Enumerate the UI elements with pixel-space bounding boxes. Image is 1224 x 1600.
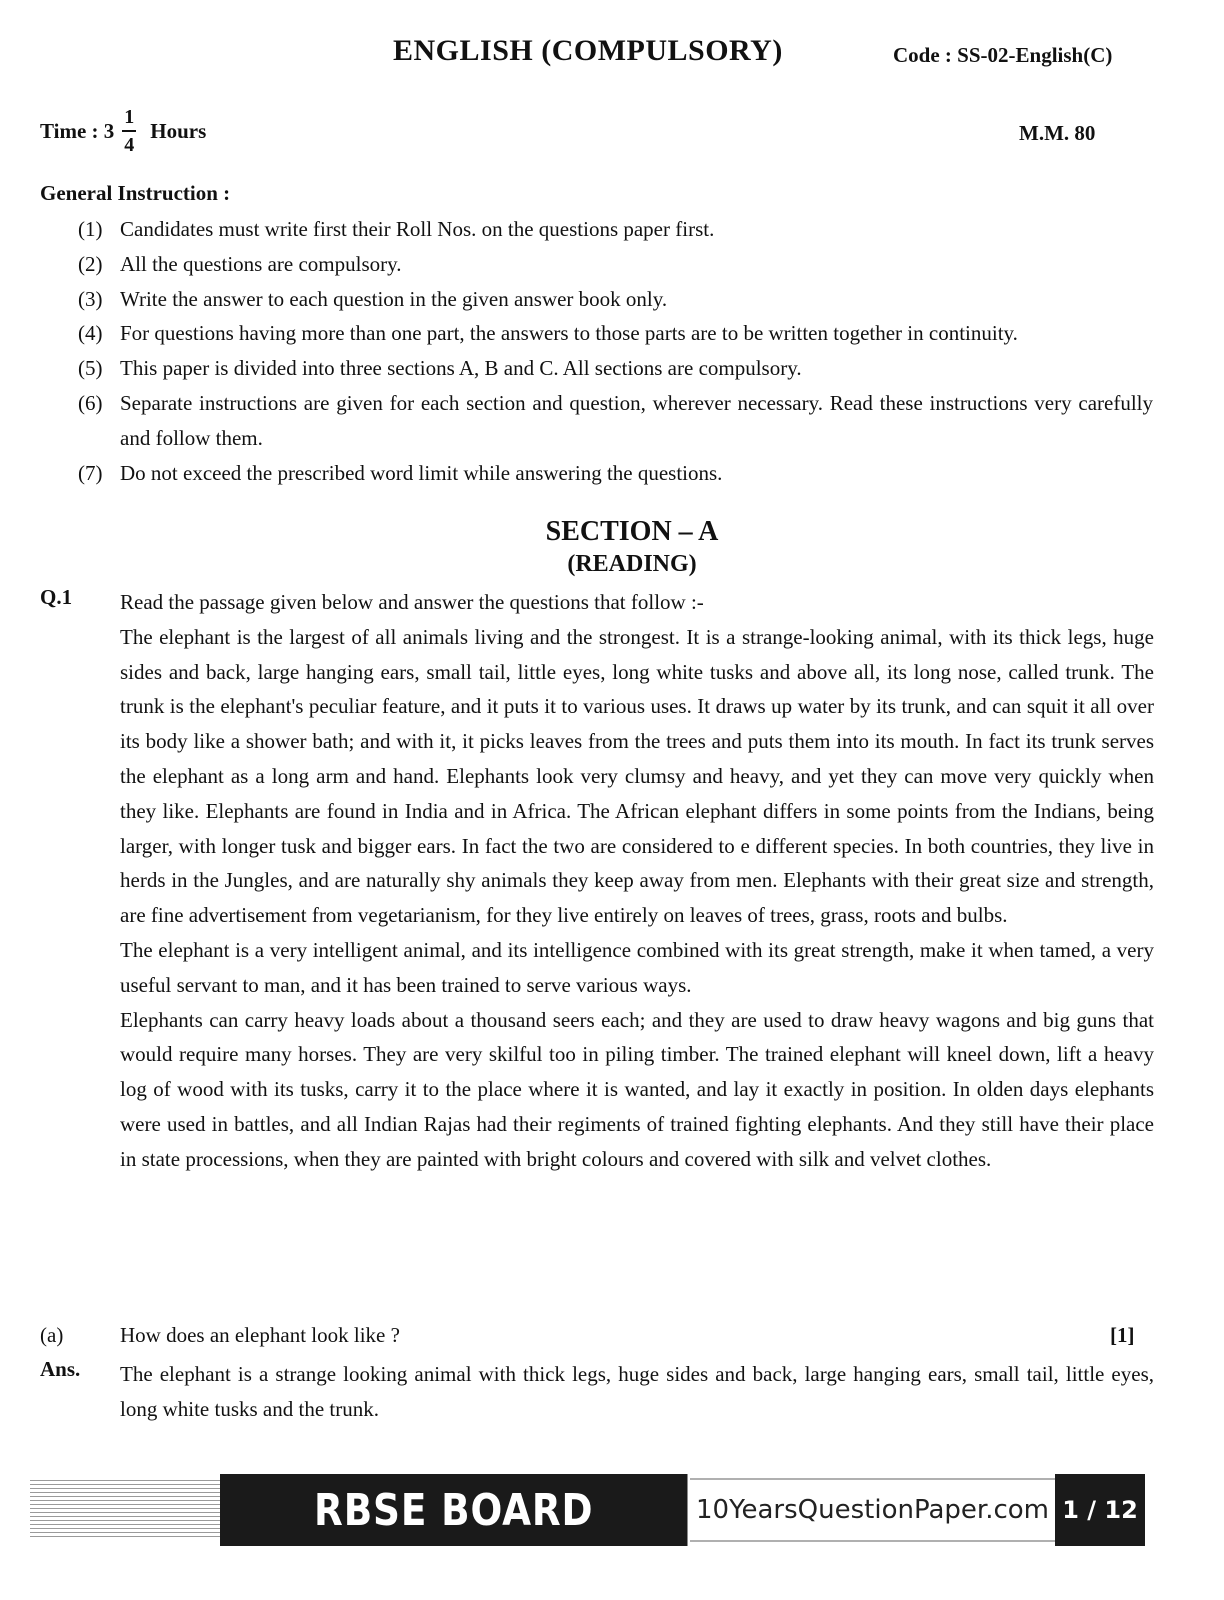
instruction-text: Candidates must write first their Roll Nos. on the questions paper first. <box>120 217 715 241</box>
footer-divider <box>690 1540 1055 1542</box>
time-allowed <box>40 105 206 157</box>
instruction-text: Separate instructions are given for each section and question, wherever necessary. Read these instructions very carefully and follow them. <box>120 390 1153 450</box>
footer-stripes <box>30 1480 220 1540</box>
footer-divider <box>690 1478 1055 1480</box>
instruction-number: (3) <box>78 286 103 311</box>
page-number: 1 / 12 <box>1055 1474 1145 1546</box>
question-label: Q.1 <box>40 585 73 609</box>
instruction-number: (7) <box>78 460 103 485</box>
passage-paragraph: Elephants can carry heavy loads about a thousand seers each; and they are used to draw heavy wagons and big guns that would require many horses. They are very skilful too in piling timber. The trained elephant will kneel down, lift a heavy log of wood with its tusks, carry it to the place where it is wanted, and lay it exactly in position. In olden days elephants were used in battles, and all Indian Rajas had their regiments of trained fighting elephants. And they still have their place in state processions, when they are painted with bright colours and covered with silk and velvet clothes. <box>120 1007 1154 1171</box>
footer-brand: RBSE BOARD <box>220 1474 688 1546</box>
instruction-text: For questions having more than one part, the answers to those parts are to be written together in continuity. <box>120 321 1018 346</box>
time-fraction <box>122 105 136 157</box>
instruction-text: Write the answer to each question in the given answer book only. <box>120 286 668 311</box>
subquestion-marks: [1] <box>1110 1323 1135 1347</box>
instruction-item <box>78 351 1153 386</box>
instruction-text: Do not exceed the prescribed word limit while answering the questions. <box>120 460 723 485</box>
answer-text: The elephant is a strange looking animal with thick legs, huge sides and back, large hanging ears, small tail, little eyes, long white tusks and the trunk. <box>120 1362 1154 1421</box>
instruction-number: (2) <box>78 251 103 276</box>
fraction-bar <box>122 130 136 132</box>
instruction-number: (5) <box>78 356 103 381</box>
page-footer <box>30 1474 1138 1546</box>
passage-paragraph: The elephant is the largest of all animals living and the strongest. It is a strange-looking animal, with its thick legs, huge sides and back, large hanging ears, small tail, little eyes, long white tusks and above all, its long nose, called trunk. The trunk is the elephant's peculiar feature, and it puts it to various uses. It draws up water by its trunk, and can squit it all over its body like a shower bath; and with it, it picks leaves from the trees and puts them into its mouth. In fact its trunk serves the elephant as a long arm and hand. Elephants look very clumsy and heavy, and yet they can move very quickly when they like. Elephants are found in India and in Africa. The African elephant differs in some points from the Indians, being larger, with longer tusk and bigger ears. In fact the two are considered to e different species. In both countries, they live in herds in the Jungles, and are naturally shy animals they keep away from men. Elephants with their great size and strength, are fine advertisement from vegetarianism, for they live entirely on leaves of trees, grass, roots and bulbs. <box>120 624 1154 928</box>
instruction-item <box>78 456 1153 491</box>
paper-code: Code : SS-02-English(C) <box>893 43 1113 67</box>
instruction-item <box>78 212 1153 247</box>
footer-site: 10YearsQuestionPaper.com <box>695 1495 1049 1525</box>
instruction-item <box>78 247 1153 282</box>
time-prefix: Time : 3 <box>40 118 115 143</box>
passage-paragraph: The elephant is a very intelligent animal, and its intelligence combined with its great strength, make it when tamed, a very useful servant to man, and it has been trained to serve various ways. <box>120 937 1154 997</box>
question-prompt: Read the passage given below and answer the questions that follow :- <box>120 590 704 614</box>
answer-label: Ans. <box>40 1357 81 1381</box>
instruction-number: (6) <box>78 390 103 415</box>
instruction-text: This paper is divided into three sections A, B and C. All sections are compulsory. <box>120 356 802 381</box>
question-body <box>120 585 1154 1177</box>
instruction-item <box>78 282 1153 317</box>
subquestion-text: How does an elephant look like ? <box>120 1323 400 1347</box>
instruction-text: All the questions are compulsory. <box>120 251 402 276</box>
time-suffix: Hours <box>150 118 207 143</box>
section-subtitle: (READING) <box>567 551 697 577</box>
instruction-item <box>78 316 1153 351</box>
max-marks: M.M. 80 <box>1019 121 1096 145</box>
time-fraction-denominator: 4 <box>124 134 135 156</box>
instructions-heading: General Instruction : <box>40 181 231 205</box>
paper-title: ENGLISH (COMPULSORY) <box>393 34 783 67</box>
subquestion-label: (a) <box>40 1323 64 1347</box>
time-fraction-numerator: 1 <box>124 106 135 128</box>
instruction-item <box>78 386 1153 456</box>
section-title: SECTION – A <box>545 516 719 547</box>
instruction-number: (4) <box>78 321 103 346</box>
instructions-list <box>78 212 1153 490</box>
instruction-number: (1) <box>78 217 103 241</box>
